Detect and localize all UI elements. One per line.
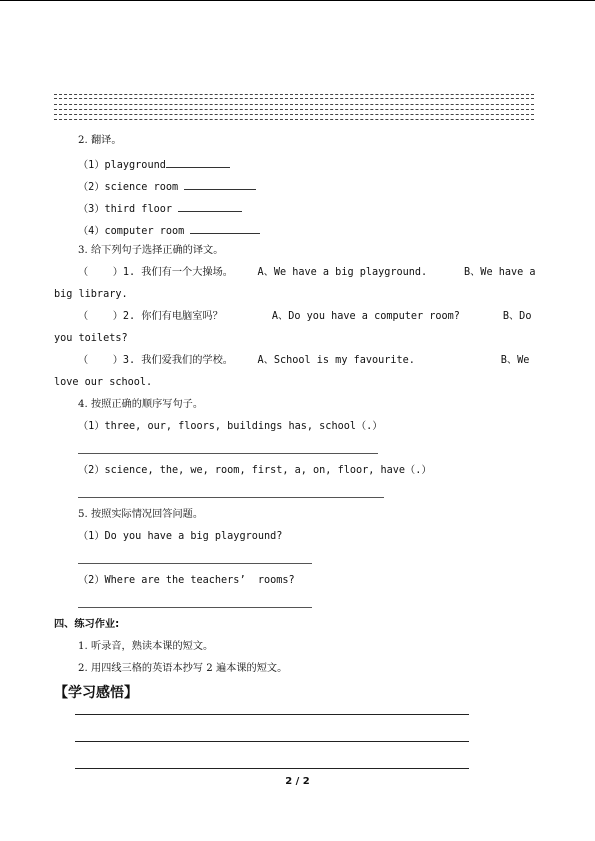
q5-title: 5. 按照实际情况回答问题。 — [78, 509, 204, 520]
answer-line[interactable] — [78, 497, 384, 498]
dashed-writing-line — [54, 114, 534, 115]
q3-item-1-line1: （ ）1. 我们有一个大操场。 A、We have a big playground. B、We have a — [78, 267, 536, 278]
q3-item-2-line1: （ ）2. 你们有电脑室吗？ A、Do you have a computer room? B、Do — [78, 311, 532, 322]
q3-item-1-line2: big library. — [54, 289, 128, 300]
section4-item-2: 2. 用四线三格的英语本抄写 2 遍本课的短文。 — [78, 663, 288, 674]
reflection-line[interactable] — [75, 741, 469, 742]
answer-line[interactable] — [78, 453, 378, 454]
answer-line[interactable] — [78, 607, 312, 608]
page-number: 2 / 2 — [285, 776, 310, 787]
q2-item-2: （2）science room — [78, 178, 256, 195]
blank-line[interactable] — [184, 178, 256, 190]
reflection-heading: 【学习感悟】 — [54, 685, 138, 701]
q3-item-3-line2: love our school. — [54, 377, 153, 388]
q4-item-1: （1）three, our, floors, buildings has, school（.） — [78, 421, 383, 432]
q4-item-2: （2）science, the, we, room, first, a, on, floor, have（.） — [78, 465, 432, 476]
q3-item-2-line2: you toilets? — [54, 333, 128, 344]
answer-line[interactable] — [78, 563, 312, 564]
blank-line[interactable] — [178, 200, 242, 212]
reflection-line[interactable] — [75, 768, 469, 769]
dashed-writing-line — [54, 119, 534, 120]
q2-item-3: （3）third floor — [78, 200, 242, 217]
page-top-border — [0, 0, 595, 1]
dashed-writing-line — [54, 94, 534, 95]
q3-item-3-line1: （ ）3. 我们爱我们的学校。 A、School is my favourite. B、We — [78, 355, 530, 366]
section4-item-1: 1. 听录音，熟读本课的短文。 — [78, 641, 214, 652]
blank-line[interactable] — [166, 156, 230, 168]
reflection-line[interactable] — [75, 714, 469, 715]
q2-item-1: （1）playground — [78, 156, 230, 173]
q5-item-2: （2）Where are the teachers’ rooms? — [78, 575, 295, 586]
dashed-writing-line — [54, 104, 534, 105]
q2-title: 2. 翻译。 — [78, 135, 122, 146]
dashed-writing-line — [54, 109, 534, 110]
q3-title: 3. 给下列句子选择正确的译文。 — [78, 245, 224, 256]
blank-line[interactable] — [190, 222, 260, 234]
q4-title: 4. 按照正确的顺序写句子。 — [78, 399, 204, 410]
q2-item-4: （4）computer room — [78, 222, 260, 239]
section4-title: 四、练习作业: — [54, 619, 120, 630]
q5-item-1: （1）Do you have a big playground? — [78, 531, 283, 542]
dashed-writing-line — [54, 98, 534, 99]
